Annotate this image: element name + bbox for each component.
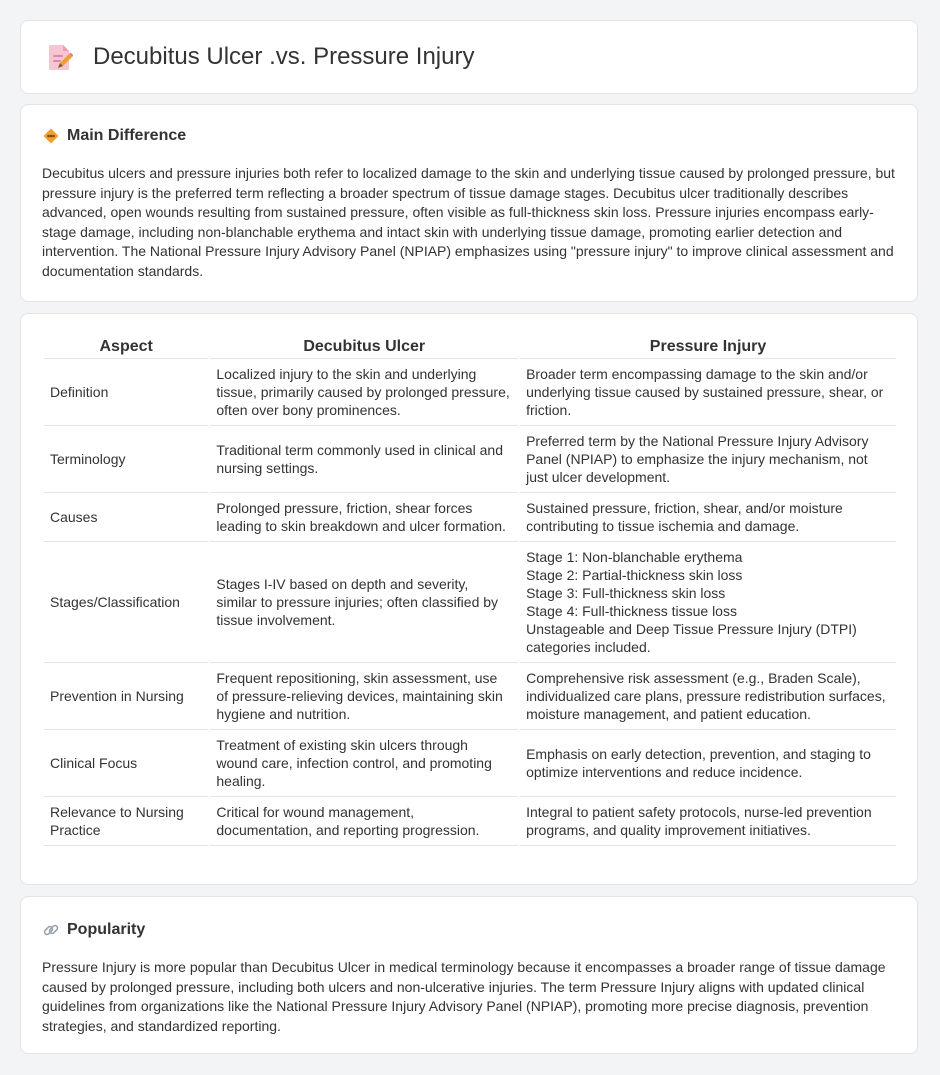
cell-line: Integral to patient safety protocols, nurse-led prevention programs, and quality improvement initiatives. <box>526 804 872 838</box>
cell-decubitus-ulcer: Critical for wound management, documentation, and reporting progression. <box>210 797 518 846</box>
cell-decubitus-ulcer: Prolonged pressure, friction, shear forces leading to skin breakdown and ulcer formation. <box>210 493 518 542</box>
table-row <box>44 797 896 846</box>
cell-pressure-injury <box>520 493 896 542</box>
table-row <box>44 426 896 493</box>
comparison-card <box>20 313 918 885</box>
cell-line: Sustained pressure, friction, shear, and/or moisture contributing to tissue ischemia and damage. <box>526 500 843 534</box>
warning-diamond-icon <box>43 128 59 144</box>
cell-pressure-injury <box>520 797 896 846</box>
page-title-row <box>47 42 474 72</box>
cell-aspect: Causes <box>44 493 208 542</box>
cell-line: Comprehensive risk assessment (e.g., Braden Scale), individualized care plans, pressure redistribution surfaces, moisture management, and patient education. <box>526 670 886 722</box>
table-row <box>44 359 896 426</box>
table-row <box>44 730 896 797</box>
header-card <box>20 20 918 94</box>
header-pressure-injury: Pressure Injury <box>520 336 896 359</box>
main-difference-title: Main Difference <box>67 127 187 144</box>
popularity-text: Pressure Injury is more popular than Decubitus Ulcer in medical terminology because it encompasses a broader range of tissue damage caused by prolonged pressure, including both ulcers and non-ulcerative injuries. The term Pressure Injury aligns with updated clinical guidelines from organizations like the National Pressure Injury Advisory Panel (NPIAP), promoting more precise diagnosis, prevention strategies, and standardized reporting. <box>42 959 886 1034</box>
cell-line: Emphasis on early detection, prevention, and staging to optimize interventions and reduce incidence. <box>526 746 871 780</box>
main-difference-card <box>20 104 918 302</box>
cell-decubitus-ulcer: Frequent repositioning, skin assessment, use of pressure-relieving devices, maintaining skin hygiene and nutrition. <box>210 663 518 730</box>
main-difference-heading <box>43 127 186 145</box>
document-pencil-icon <box>47 42 73 72</box>
cell-line: Unstageable and Deep Tissue Pressure Injury (DTPI) categories included. <box>526 621 857 655</box>
page-title: Decubitus Ulcer .vs. Pressure Injury <box>93 43 475 70</box>
cell-line: Stage 4: Full-thickness tissue loss <box>526 603 737 619</box>
cell-line: Broader term encompassing damage to the skin and/or underlying tissue caused by sustained pressure, shear, or friction. <box>526 366 884 418</box>
cell-pressure-injury <box>520 730 896 797</box>
header-aspect: Aspect <box>44 336 208 359</box>
popularity-card <box>20 896 918 1054</box>
cell-decubitus-ulcer: Traditional term commonly used in clinical and nursing settings. <box>210 426 518 493</box>
cell-pressure-injury <box>520 359 896 426</box>
table-header-row <box>44 336 896 359</box>
table-row <box>44 542 896 663</box>
table-row <box>44 493 896 542</box>
main-difference-text: Decubitus ulcers and pressure injuries both refer to localized damage to the skin and underlying tissue caused by prolonged pressure, but pressure injury is the preferred term reflecting a broader spectrum of tissue damage stages. Decubitus ulcer traditionally describes advanced, open wounds resulting from sustained pressure, often visible as full-thickness skin loss. Pressure injuries encompass early-stage damage, including non-blanchable erythema and intact skin with underlying tissue damage, promoting earlier detection and intervention. The National Pressure Injury Advisory Panel (NPIAP) emphasizes using "pressure injury" to improve clinical assessment and documentation standards. <box>42 165 895 279</box>
cell-decubitus-ulcer: Stages I-IV based on depth and severity, similar to pressure injuries; often classified by tissue involvement. <box>210 542 518 663</box>
cell-pressure-injury <box>520 426 896 493</box>
cell-pressure-injury <box>520 542 896 663</box>
table-body <box>44 359 896 846</box>
table-row <box>44 663 896 730</box>
cell-aspect: Prevention in Nursing <box>44 663 208 730</box>
popularity-heading <box>43 921 145 939</box>
cell-aspect: Definition <box>44 359 208 426</box>
cell-decubitus-ulcer: Treatment of existing skin ulcers through wound care, infection control, and promoting healing. <box>210 730 518 797</box>
comparison-table <box>42 336 898 846</box>
cell-pressure-injury <box>520 663 896 730</box>
header-decubitus-ulcer: Decubitus Ulcer <box>210 336 518 359</box>
link-icon <box>43 922 59 938</box>
cell-line: Stage 2: Partial-thickness skin loss <box>526 567 743 583</box>
popularity-title: Popularity <box>67 921 146 938</box>
cell-line: Stage 1: Non-blanchable erythema <box>526 549 743 565</box>
cell-aspect: Relevance to Nursing Practice <box>44 797 208 846</box>
cell-aspect: Terminology <box>44 426 208 493</box>
cell-aspect: Clinical Focus <box>44 730 208 797</box>
cell-line: Stage 3: Full-thickness skin loss <box>526 585 726 601</box>
cell-decubitus-ulcer: Localized injury to the skin and underlying tissue, primarily caused by prolonged pressure, often over bony prominences. <box>210 359 518 426</box>
cell-line: Preferred term by the National Pressure Injury Advisory Panel (NPIAP) to emphasize the injury mechanism, not just ulcer development. <box>526 433 869 485</box>
cell-aspect: Stages/Classification <box>44 542 208 663</box>
